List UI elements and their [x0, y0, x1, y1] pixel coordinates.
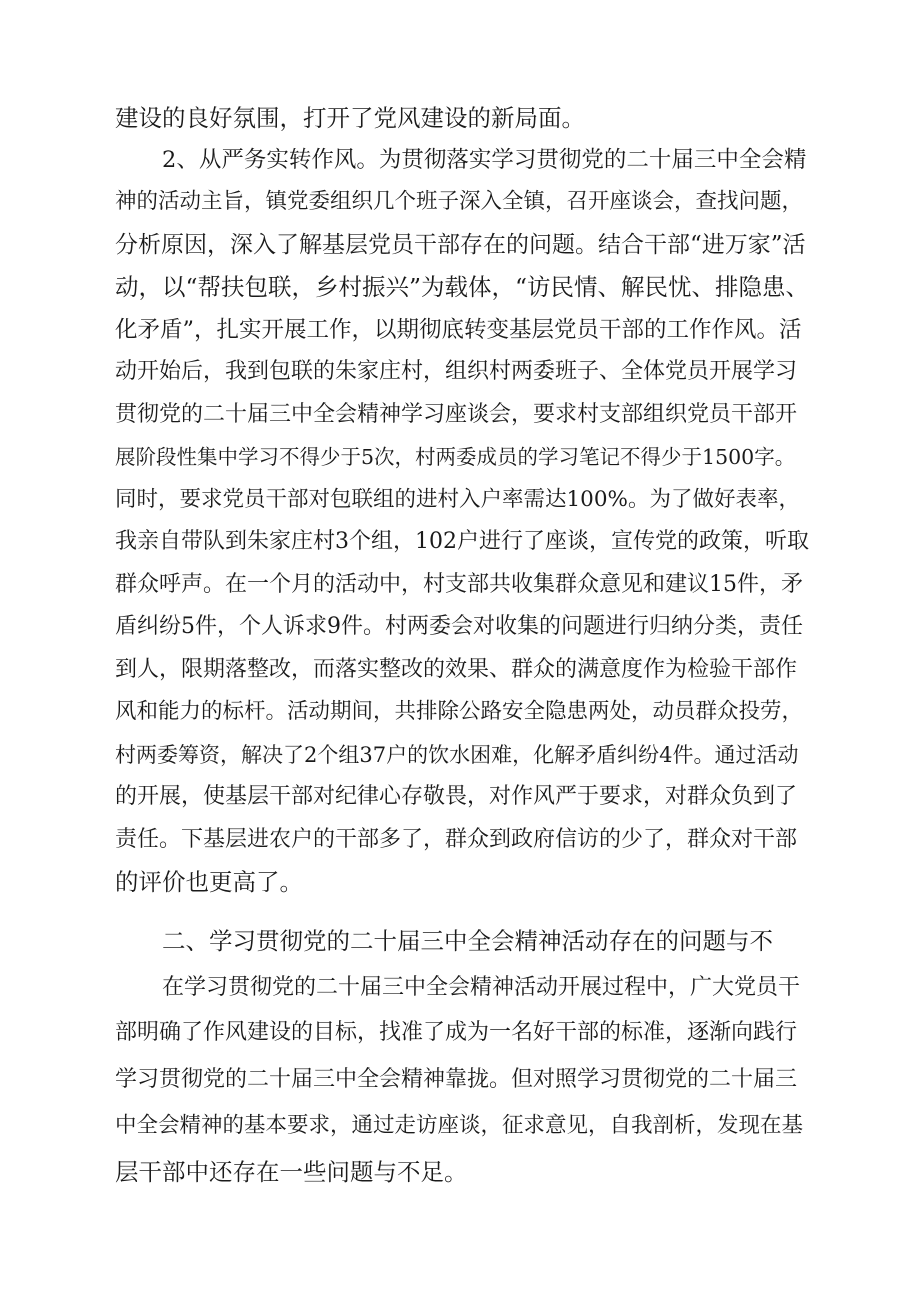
section-heading: 二、学习贯彻党的二十届三中全会精神活动存在的问题与不 — [162, 927, 773, 955]
text-line: 神的活动主旨，镇党委组织几个班子深入全镇，召开座谈会，查找问题， — [115, 189, 804, 214]
text-line: 责任。下基层进农户的干部多了，群众到政府信访的少了，群众对干部 — [115, 827, 798, 852]
text-line: 化矛盾”，扎实开展工作，以期彻底转变基层党员干部的工作作风。活 — [115, 317, 802, 343]
text-line: 在学习贯彻党的二十届三中全会精神活动开展过程中，广大党员干 — [162, 975, 801, 1000]
text-line: 建设的良好氛围，打开了党风建设的新局面。 — [115, 104, 585, 132]
text-line: 部明确了作风建设的目标，找准了成为一名好干部的标准，逐渐向践行 — [115, 1020, 798, 1045]
text-line: 动开始后，我到包联的朱家庄村，组织村两委班子、全体党员开展学习 — [115, 359, 798, 384]
text-line: 村两委筹资，解决了2个组37户的饮水困难，化解矛盾纠纷4件。通过活动 — [115, 743, 799, 767]
text-line: 群众呼声。在一个月的活动中，村支部共收集群众意见和建议15件，矛 — [115, 572, 803, 597]
text-line: 我亲自带队到朱家庄村3个组，102户进行了座谈，宣传党的政策，听取 — [115, 529, 809, 554]
text-line: 贯彻党的二十届三中全会精神学习座谈会，要求村支部组织党员干部开 — [115, 402, 798, 427]
text-line: 的开展，使基层干部对纪律心存敬畏，对作风严于要求，对群众负到了 — [115, 784, 798, 809]
text-line: 盾纠纷5件，个人诉求9件。村两委会对收集的问题进行归纳分类，责任 — [115, 614, 803, 639]
text-line: 分析原因，深入了解基层党员干部存在的问题。结合干部“进万家”活 — [115, 232, 806, 258]
text-line: 学习贯彻党的二十届三中全会精神靠拢。但对照学习贯彻党的二十届三 — [115, 1067, 798, 1092]
text-line: 风和能力的标杆。活动期间，共排除公路安全隐患两处，动员群众投劳， — [115, 699, 804, 724]
text-line: 展阶段性集中学习不得少于5次，村两委成员的学习笔记不得少于1500字。 — [115, 445, 796, 469]
text-line: 动，以“帮扶包联，乡村振兴”为载体，“访民情、解民忧、排隐患、 — [115, 273, 810, 301]
text-line: 层干部中还存在一些问题与不足。 — [115, 1158, 468, 1186]
text-line: 的评价也更高了。 — [115, 868, 303, 896]
text-line: 2、从严务实转作风。为贯彻落实学习贯彻党的二十届三中全会精 — [162, 147, 807, 173]
text-line: 中全会精神的基本要求，通过走访座谈，征求意见，自我剖析，发现在基 — [115, 1113, 804, 1138]
text-line: 同时，要求党员干部对包联组的进村入户率需达100%。为了做好表率， — [115, 487, 800, 512]
text-line: 到人，限期落整改，而落实整改的效果、群众的满意度作为检验干部作 — [115, 657, 798, 682]
